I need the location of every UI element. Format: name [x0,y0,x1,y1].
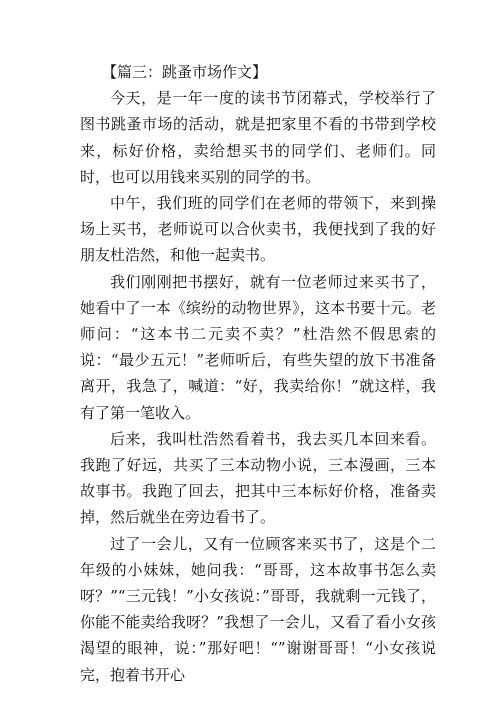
paragraph-5: 过了一会儿，又有一位顾客来买书了，这是个二年级的小妹妹，她问我：“哥哥，这本故事书怎么卖呀？”“三元钱！”小女孩说：”哥哥，我就剩一元钱了，你能不能卖给我呀？”我想了一会儿，又看了看小女孩渴望的眼神，说：”那好吧！“”谢谢哥哥！“小女孩说完，抱着书开心 [80,534,436,684]
paragraph-2: 中午，我们班的同学们在老师的带领下，来到操场上买书，老师说可以合伙卖书，我便找到了我的好朋友杜浩然，和他一起卖书。 [80,194,436,265]
paragraph-1: 今天，是一年一度的读书节闭幕式，学校举行了图书跳蚤市场的活动，就是把家里不看的书带到学校来，标好价格，卖给想买书的同学们、老师们。同时，也可以用钱来买别的同学的书。 [80,89,436,186]
paragraph-4: 后来，我叫杜浩然看着书，我去买几本回来看。我跑了好远，共买了三本动物小说，三本漫画，三本故事书。我跑了回去，把其中三本标好价格，准备卖掉，然后就坐在旁边看书了。 [80,429,436,527]
document-body [80,59,436,688]
essay-title: 【篇三：跳蚤市场作文】 [102,63,268,81]
paragraph-3: 我们刚刚把书摆好，就有一位老师过来买书了，她看中了一本《缤纷的动物世界》，这本书要十元。老师问：“这本书二元卖不卖？”杜浩然不假思索的说：“最少五元！”老师听后，有些失望的放下书准备离开，我急了，喊道：“好，我卖给你！”就这样，我有了第一笔收入。 [80,272,436,422]
